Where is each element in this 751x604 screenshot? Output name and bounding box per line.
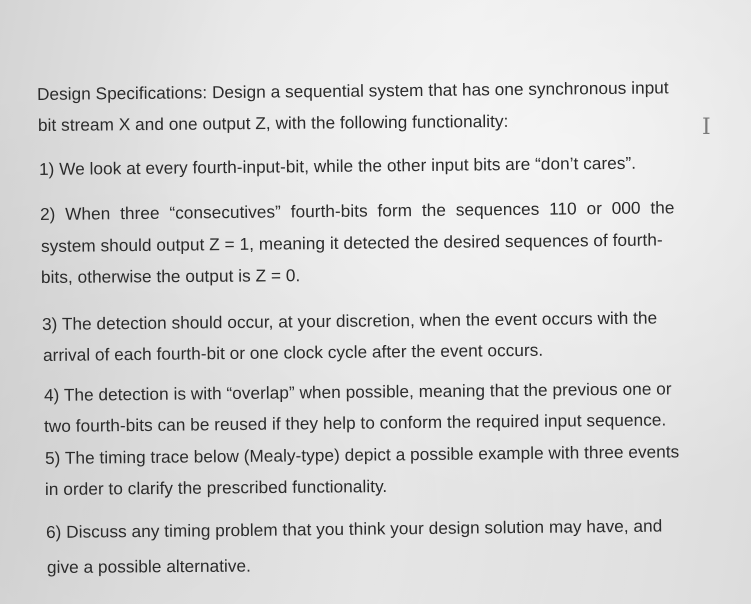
spec-line-12: in order to clarify the prescribed functionality. — [44, 476, 388, 499]
spec-line-3: 1) We look at every fourth-input-bit, while the other input bits are “don’t cares”. — [38, 152, 637, 179]
spec-line-13: 6) Discuss any timing problem that you think your design solution may have, and — [45, 515, 663, 542]
spec-line-11: 5) The timing trace below (Mealy-type) depict a possible example with three events — [44, 441, 680, 468]
spec-line-14: give a possible alternative. — [46, 555, 252, 577]
spec-line-4: 2) When three “consecutives” fourth-bits form the sequences 110 or 000 the — [39, 197, 675, 224]
spec-line-5: system should output Z = 1, meaning it detected the desired sequences of fourth- — [40, 229, 663, 256]
spec-line-9: 4) The detection is with “overlap” when possible, meaning that the previous one or — [43, 378, 672, 405]
text-cursor-icon: I — [702, 115, 711, 140]
spec-line-8: arrival of each fourth-bit or one clock cycle after the event occurs. — [42, 339, 544, 365]
spec-line-10: two fourth-bits can be reused if they help to conform the required input sequence. — [43, 409, 667, 436]
spec-line-1: Design Specifications: Design a sequential system that has one synchronous input — [36, 77, 669, 104]
spec-line-7: 3) The detection should occur, at your discretion, when the event occurs with the — [41, 307, 658, 334]
spec-line-2: bit stream X and one output Z, with the following functionality: — [37, 110, 509, 135]
spec-line-6: bits, otherwise the output is Z = 0. — [40, 265, 301, 287]
